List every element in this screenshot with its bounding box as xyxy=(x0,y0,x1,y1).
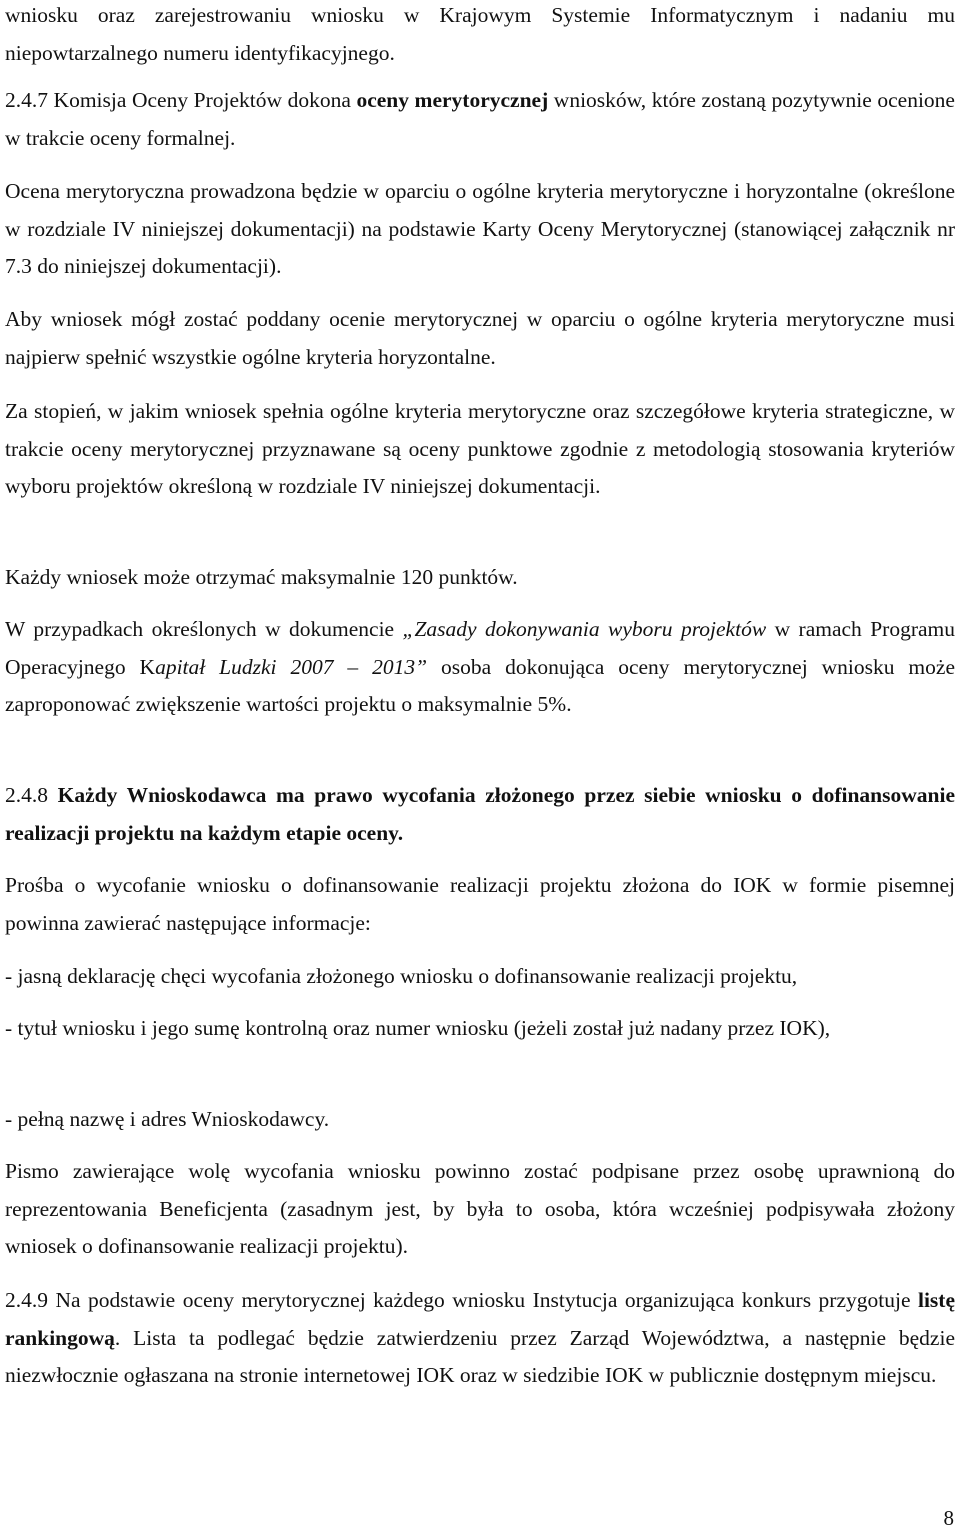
paragraph-za-stopien xyxy=(5,393,955,506)
section-number: 2.4.8 xyxy=(5,783,58,807)
paragraph-text: Każdy wniosek może otrzymać maksymalnie 120 punktów. xyxy=(5,565,518,589)
paragraph-text: 2.4.9 Na podstawie oceny merytorycznej każdego wniosku Instytucja organizująca konkurs przygotuje xyxy=(5,1288,918,1312)
paragraph-prosba xyxy=(5,867,955,942)
paragraph-italic-text: apitał Ludzki 2007 – 2013” xyxy=(155,654,428,679)
paragraph-pismo xyxy=(5,1153,955,1266)
list-item-1 xyxy=(5,958,955,996)
paragraph-ocena xyxy=(5,173,955,286)
paragraph-w-przypadkach xyxy=(5,611,955,724)
paragraph-italic-text: „Zasady dokonywania wyboru projektów xyxy=(402,617,767,641)
paragraph-text: Komisja Oceny Projektów dokona xyxy=(48,88,357,112)
section-number: 2.4.7 xyxy=(5,88,48,112)
paragraph-kazdy-wniosek xyxy=(5,559,955,597)
list-item-text: - jasną deklarację chęci wycofania złożonego wniosku o dofinansowanie realizacji projektu, xyxy=(5,964,798,988)
paragraph-aby xyxy=(5,301,955,376)
paragraph-bold-text: oceny merytorycznej xyxy=(356,88,549,112)
paragraph-intro xyxy=(5,0,955,72)
paragraph-text: . Lista ta podlegać będzie zatwierdzeniu przez Zarząd Województwa, a następnie będzie niezwłocznie ogłaszana na stronie internetowej IOK oraz w siedzibie IOK w publicznie dostępnym miejscu. xyxy=(5,1325,955,1387)
paragraph-text: Za stopień, w jakim wniosek spełnia ogólne kryteria merytoryczne oraz szczegółowe kryteria strategiczne, w trakcie oceny merytorycznej przyznawane są oceny punktowe zgodnie z metodologią stosowania kryteriów wyboru projektów określoną w rozdziale IV niniejszej dokumentacji. xyxy=(5,399,955,498)
paragraph-2-4-8 xyxy=(5,777,955,852)
paragraph-bold-text: Każdy Wnioskodawca ma prawo wycofania złożonego przez siebie wniosku o dofinansowanie realizacji projektu na każdym etapie oceny. xyxy=(5,783,955,845)
paragraph-intro-text: wniosku oraz zarejestrowaniu wniosku w Krajowym Systemie Informatycznym i nadaniu mu niepowtarzalnego numeru identyfikacyjnego. xyxy=(5,3,955,65)
paragraph-text: W przypadkach określonych w dokumencie xyxy=(5,617,403,641)
paragraph-text: Pismo zawierające wolę wycofania wniosku powinno zostać podpisane przez osobę uprawnioną do reprezentowania Beneficjenta (zasadnym jest, by była to osoba, która wcześniej podpisywała złożony wniosek o dofinansowanie realizacji projektu). xyxy=(5,1159,955,1258)
paragraph-text: Aby wniosek mógł zostać poddany ocenie merytorycznej w oparciu o ogólne kryteria merytoryczne musi najpierw spełnić wszystkie ogólne kryteria horyzontalne. xyxy=(5,307,955,369)
paragraph-text: Prośba o wycofanie wniosku o dofinansowanie realizacji projektu złożona do IOK w formie pisemnej powinna zawierać następujące informacje: xyxy=(5,873,955,935)
list-item-text: - pełną nazwę i adres Wnioskodawcy. xyxy=(5,1107,330,1131)
paragraph-text: wniosków, które zostaną pozytywnie ocenione w trakcie oceny formalnej. xyxy=(5,88,955,150)
paragraph-bold-text: listę rankingową xyxy=(5,1288,955,1350)
list-item-3 xyxy=(5,1101,955,1139)
paragraph-text: osoba dokonująca oceny merytorycznej wniosku może zaproponować zwiększenie wartości projektu o maksymalnie 5%. xyxy=(5,654,955,716)
paragraph-text: Ocena merytoryczna prowadzona będzie w oparciu o ogólne kryteria merytoryczne i horyzontalne (określone w rozdziale IV niniejszej dokumentacji) na podstawie Karty Oceny Merytorycznej (stanowiącej załącznik nr 7.3 do niniejszej dokumentacji). xyxy=(5,179,955,278)
page-number: 8 xyxy=(943,1506,954,1530)
paragraph-text: w ramach Programu Operacyjnego K xyxy=(5,617,955,679)
paragraph-2-4-9 xyxy=(5,1282,955,1395)
list-item-text: - tytuł wniosku i jego sumę kontrolną oraz numer wniosku (jeżeli został już nadany przez IOK), xyxy=(5,1016,831,1040)
paragraph-2-4-7 xyxy=(5,82,955,157)
list-item-2 xyxy=(5,1010,955,1048)
